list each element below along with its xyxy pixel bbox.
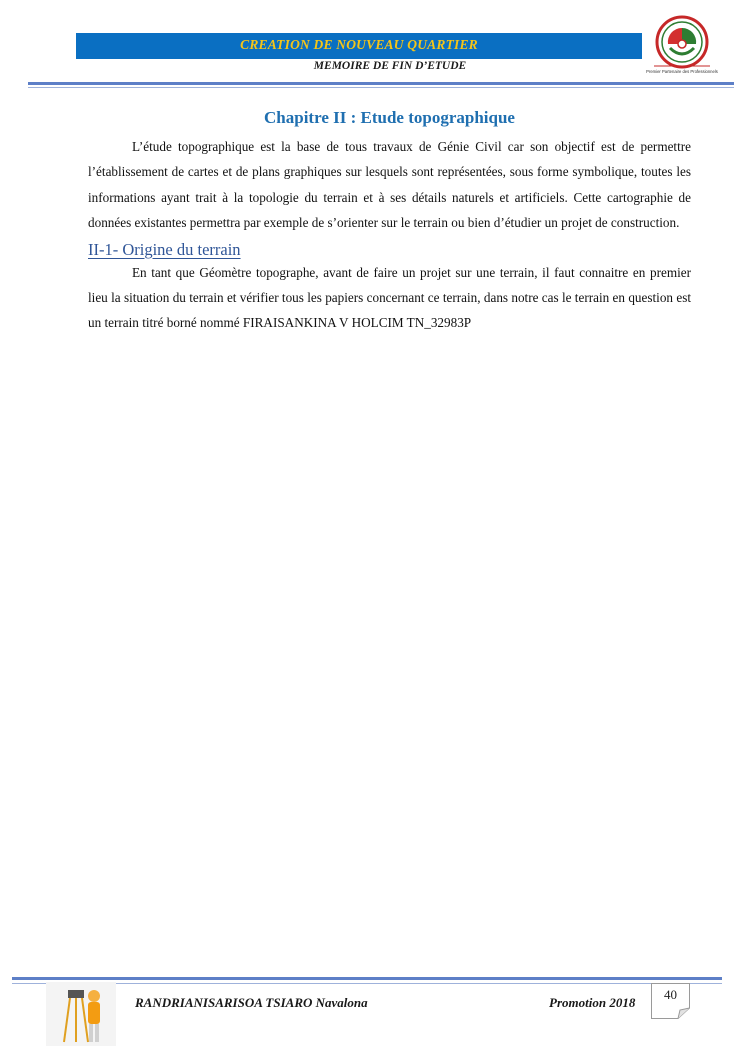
section-heading: II-1- Origine du terrain <box>88 239 241 259</box>
chapter-title: Chapitre II : Etude topographique <box>264 108 515 127</box>
footer-author: RANDRIANISARISOA TSIARO Navalona <box>135 995 368 1010</box>
logo-caption: Premier Partenaire des Professionnels <box>646 69 718 74</box>
header-rule-thin <box>28 87 734 88</box>
header-subtitle: MEMOIRE DE FIN D’ETUDE <box>313 60 467 72</box>
footer-promotion: Promotion 2018 <box>549 995 636 1010</box>
header-title: CREATION DE NOUVEAU QUARTIER <box>240 37 478 52</box>
footer-rule <box>12 977 722 980</box>
surveyor-illustration-icon <box>46 982 116 1046</box>
page-number: 40 <box>664 987 677 1002</box>
page-content <box>88 108 691 336</box>
footer-rule-thin <box>12 983 722 984</box>
intro-paragraph: L’étude topographique est la base de tous travaux de Génie Civil car son objectif est de permettre l’établissement de cartes et de plans graphiques sur lesquels sont représentées, sous forme symbolique, toutes les informations ayant trait à la topologie du terrain et à ses détails naturels et artificiels. Cette cartographie de données existantes permettra par exemple de s’orienter sur le terrain ou bien d’étudier un projet de construction. <box>88 139 691 231</box>
header-rule <box>28 82 734 85</box>
header-bar <box>76 33 642 59</box>
school-logo-icon <box>640 14 724 78</box>
section-paragraph: En tant que Géomètre topographe, avant de faire un projet sur une terrain, il faut connaitre en premier lieu la situation du terrain et vérifier tous les papiers concernant ce terrain, dans notre cas le terrain en question est un terrain titré borné nommé FIRAISANKINA V HOLCIM TN_32983P <box>88 264 691 331</box>
